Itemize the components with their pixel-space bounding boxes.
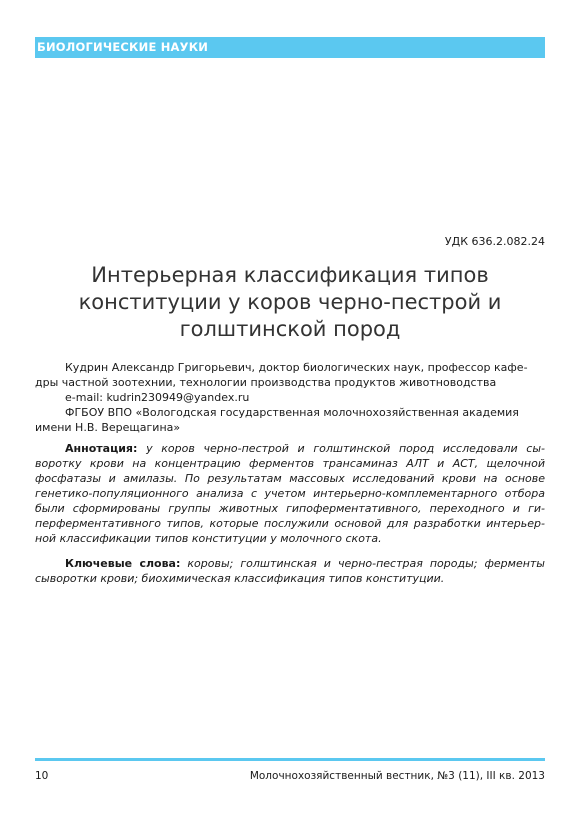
journal-citation: Молочнохозяйственный вестник, №3 (11), III кв. 2013: [249, 770, 545, 782]
title-line: Интерьерная классификация типов: [91, 263, 489, 287]
affiliation-line: ФГБОУ ВПО «Вологодская государственная молочнохозяйственная академия: [65, 406, 519, 419]
affiliation-line: имени Н.В. Верещагина»: [35, 421, 181, 434]
abstract: [35, 441, 545, 546]
keywords-label: Ключевые слова:: [65, 557, 181, 570]
keywords-text: коровы; голштинская и черно-пестрая породы; ферменты сыворотки крови; биохимическая классификация типов конституции.: [35, 557, 545, 585]
author-info: [35, 360, 545, 435]
footer-divider: [35, 758, 545, 761]
udk-code: УДК 636.2.082.24: [444, 235, 545, 248]
keywords: [35, 556, 545, 586]
section-header: [35, 37, 545, 58]
article-title: [35, 262, 545, 343]
page-number: 10: [35, 770, 49, 782]
section-title: БИОЛОГИЧЕСКИЕ НАУКИ: [37, 40, 209, 54]
abstract-label: Аннотация:: [65, 442, 138, 455]
abstract-text: у коров черно-пестрой и голштинской пород исследовали сы-воротку крови на концентрацию ферментов трансаминаз АЛТ и АСТ, щелочной фосфатазы и амилазы. По результатам массовых исследований крови на основе генетико-популяционного анализа с учетом интерьерно-комплементарного отбора были сформированы группы животных гипоферментативного, переходного и ги-перферментативного типов, которые послужили основой для разработки интерьер-ной классификации типов конституции у молочного скота.: [35, 442, 545, 545]
title-line: конституции у коров черно-пестрой и: [78, 290, 502, 314]
title-line: голштинской пород: [179, 317, 401, 341]
author-line: дры частной зоотехнии, технологии производства продуктов животноводства: [35, 376, 497, 389]
author-email: e-mail: kudrin230949@yandex.ru: [65, 391, 250, 404]
author-line: Кудрин Александр Григорьевич, доктор биологических наук, профессор кафе-: [65, 361, 528, 374]
